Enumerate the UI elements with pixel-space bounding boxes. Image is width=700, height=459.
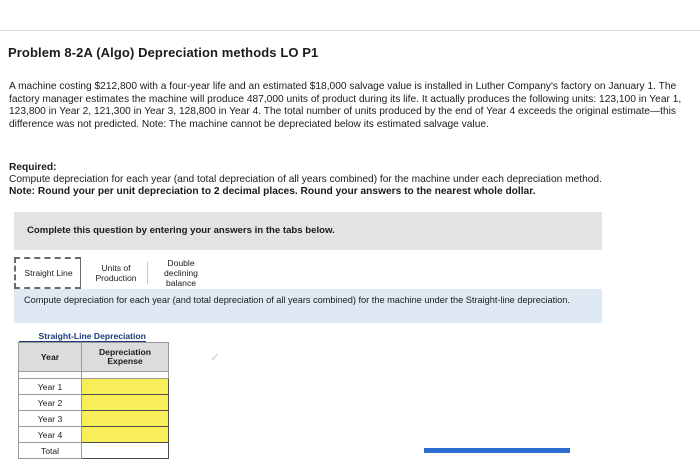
table-caption-text: Straight-Line Depreciation (19, 331, 146, 342)
problem-title: Problem 8-2A (Algo) Depreciation methods LO P1 (8, 45, 319, 60)
tab-units-label-2: Production (95, 273, 137, 283)
complete-banner-text: Complete this question by entering your answers in the tabs below. (27, 225, 335, 236)
table-caption (19, 330, 169, 343)
year-2-input[interactable] (82, 395, 168, 410)
header-year: Year (19, 343, 82, 372)
table-row (19, 379, 169, 395)
header-depreciation-expense (82, 343, 169, 372)
year-1-input-cell[interactable] (82, 379, 169, 395)
year-4-input[interactable] (82, 427, 168, 442)
table-row (19, 427, 169, 443)
checkmark-icon: ✓ (210, 350, 221, 364)
instruction-panel (14, 289, 602, 323)
table-row (19, 411, 169, 427)
year-1-input[interactable] (82, 379, 168, 394)
row-label-year-2: Year 2 (19, 395, 82, 411)
tab-units-of-production[interactable] (89, 257, 143, 289)
tab-double-label-3: balance (165, 278, 197, 288)
required-heading: Required: (9, 162, 57, 173)
year-4-input-cell[interactable] (82, 427, 169, 443)
tab-double-declining-balance[interactable] (152, 257, 210, 289)
year-2-input-cell[interactable] (82, 395, 169, 411)
total-input-cell[interactable] (82, 443, 169, 459)
bottom-nav-indicator[interactable] (424, 448, 570, 453)
tab-separator (147, 262, 148, 284)
required-text: Compute depreciation for each year (and total depreciation of all years combined) for the machine under each depreciation method. (9, 174, 602, 185)
row-label-year-1: Year 1 (19, 379, 82, 395)
tab-straight-line-label: Straight Line (24, 268, 73, 278)
problem-description: A machine costing $212,800 with a four-year life and an estimated $18,000 salvage value is installed in Luther Company's factory on January 1. The factory manager estimates the machine will produce 487,000 units of product during its life. It actually produces the following units: 123,100 in Year 1, 123,800 in Year 2, 121,300 in Year 3, 128,800 in Year 4. The total number of units produced by the end of Year 4 exceeds the original estimate—this difference was not predicted. Note: The machine cannot be depreciated below its estimated salvage value. (9, 81, 682, 130)
spacer-row (19, 372, 169, 379)
required-note: Note: Round your per unit depreciation to 2 decimal places. Round your answers to the nearest whole dollar. (9, 186, 536, 197)
year-3-input-cell[interactable] (82, 411, 169, 427)
year-3-input[interactable] (82, 411, 168, 426)
instruction-text: Compute depreciation for each year (and total depreciation of all years combined) for the machine under the Straight-line depreciation. (24, 295, 570, 305)
tab-active-border (80, 258, 81, 288)
tab-double-label-2: declining (164, 268, 198, 278)
tab-units-label-1: Units of (101, 263, 131, 273)
table-row (19, 443, 169, 459)
table-row (19, 395, 169, 411)
header-dep-line-2: Expense (107, 356, 143, 366)
tab-double-label-1: Double (167, 258, 195, 268)
row-label-year-4: Year 4 (19, 427, 82, 443)
total-input[interactable] (82, 443, 168, 458)
top-divider (0, 30, 700, 31)
header-dep-line-1: Depreciation (98, 346, 152, 357)
tab-straight-line[interactable] (14, 257, 81, 289)
straight-line-table (18, 330, 169, 459)
row-label-year-3: Year 3 (19, 411, 82, 427)
complete-banner (14, 212, 602, 250)
row-label-total: Total (19, 443, 82, 459)
